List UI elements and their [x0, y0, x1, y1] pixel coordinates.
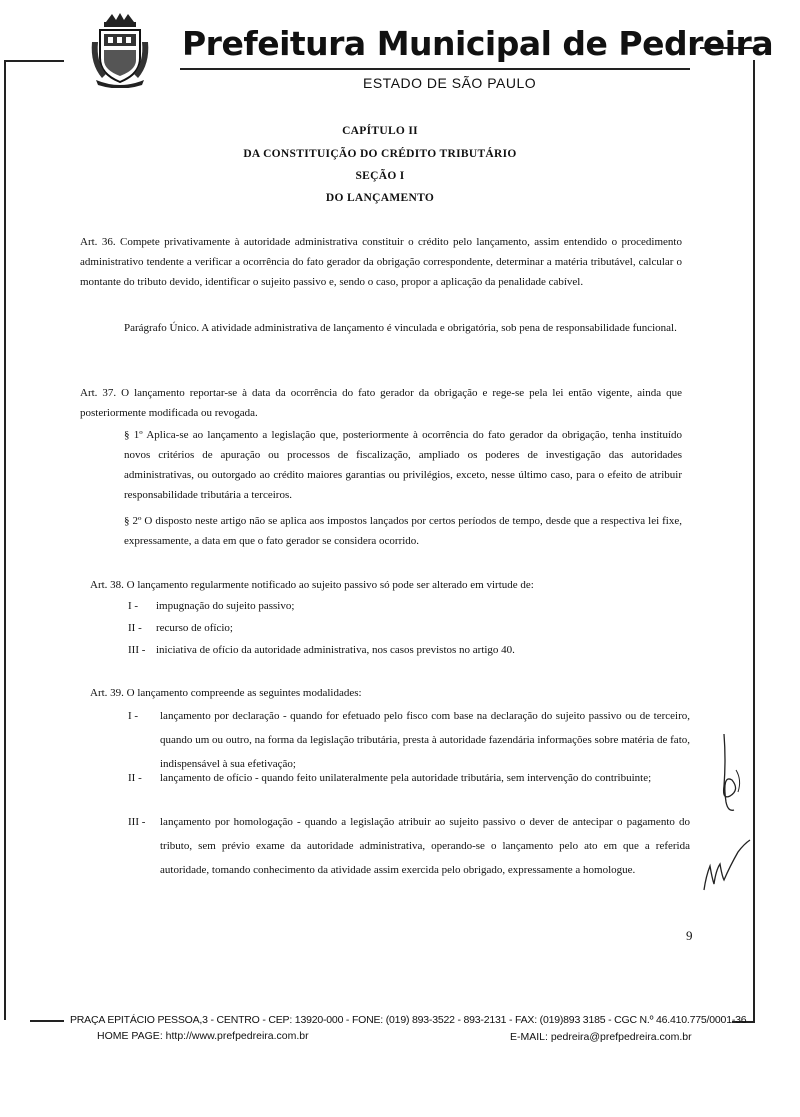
list-item: II - lançamento de ofício - quando feito unilateralmente pela autoridade tributária, sem intervenção do contribuinte; [128, 772, 652, 784]
article-39: Art. 39. O lançamento compreende as seguintes modalidades: [90, 687, 362, 699]
footer-address: PRAÇA EPITÁCIO PESSOA,3 - CENTRO - CEP: 13920-000 - FONE: (019) 893-3522 - 893-2131 - FAX: (019)893 3185 - CGC N.º 46.410.775/0001-36 [70, 1014, 747, 1026]
article-36: Art. 36. Compete privativamente à autoridade administrativa constituir o crédito pelo lançamento, assim entendido o procedimento administrativo tendente a verificar a ocorrência do fato gerador da obrigação correspondente, determinar a matéria tributável, calcular o montante do tributo devido, identificar o sujeito passivo e, sendo o caso, propor a aplicação da penalidade cabível. [80, 236, 682, 288]
list-item: III - lançamento por homologação - quando a legislação atribuir ao sujeito passivo o dever de antecipar o pagamento do tributo, sem prévio exame da autoridade administrativa, operando-se o lançamento pelo ato em que a referida autoridade, tomando conhecimento da atividade assim exercida pelo obrigado, expressamente a homologue. [128, 816, 690, 876]
page-title: Prefeitura Municipal de Pedreira [182, 24, 774, 63]
article-37-section-1: § 1º Aplica-se ao lançamento a legislação que, posteriormente à ocorrência do fato gerador da obrigação, tenha instituído novos critérios de apuração ou processos de fiscalização, ampliado os poderes de investigação das autoridades administrativas, ou outorgado ao crédito maiores garantias ou privilégios, exceto, nesse último caso, para o efeito de atribuir responsabilidade tributária a terceiros. [124, 429, 682, 501]
frame-left-rule [4, 62, 6, 1020]
handwritten-initial-signature [712, 730, 752, 820]
frame-top-left-rule [4, 60, 64, 62]
frame-right-rule [753, 60, 755, 1022]
header-underline [180, 68, 690, 70]
section-heading: SEÇÃO I [355, 170, 405, 182]
coat-of-arms-icon [88, 12, 152, 88]
list-item: II - recurso de ofício; [128, 622, 233, 634]
page-subtitle: ESTADO DE SÃO PAULO [363, 75, 537, 91]
article-37-section-2: § 2º O disposto neste artigo não se aplica aos impostos lançados por certos períodos de tempo, desde que a respectiva lei fixe, expressamente, a data em que o fato gerador se considera ocorrido. [124, 515, 682, 547]
article-36-paragraph: Parágrafo Único. A atividade administrativa de lançamento é vinculada e obrigatória, sob pena de responsabilidade funcional. [124, 322, 677, 334]
list-item: I - impugnação do sujeito passivo; [128, 600, 295, 612]
chapter-title: DA CONSTITUIÇÃO DO CRÉDITO TRIBUTÁRIO [243, 148, 517, 160]
page-number: 9 [686, 928, 693, 943]
list-item: I - lançamento por declaração - quando for efetuado pelo fisco com base na declaração do sujeito passivo ou de terceiro, quando um ou outro, na forma da legislação tributária, presta à autoridade fazendária informações sobre matéria de fato, indispensável à sua efetivação; [128, 710, 690, 770]
list-item: III - iniciativa de ofício da autoridade administrativa, nos casos previstos no artigo 40. [128, 644, 515, 656]
footer-homepage: HOME PAGE: http://www.prefpedreira.com.br [97, 1030, 309, 1042]
section-title: DO LANÇAMENTO [325, 192, 435, 204]
chapter-heading: CAPÍTULO II [342, 125, 418, 137]
handwritten-signature [700, 836, 752, 894]
footer-left-rule [30, 1020, 64, 1022]
article-37: Art. 37. O lançamento reportar-se à data da ocorrência do fato gerador da obrigação e rege-se pela lei então vigente, ainda que posteriormente modificada ou revogada. [80, 387, 682, 419]
article-38: Art. 38. O lançamento regularmente notificado ao sujeito passivo só pode ser alterado em virtude de: [90, 579, 534, 591]
footer-email: E-MAIL: pedreira@prefpedreira.com.br [510, 1031, 692, 1043]
